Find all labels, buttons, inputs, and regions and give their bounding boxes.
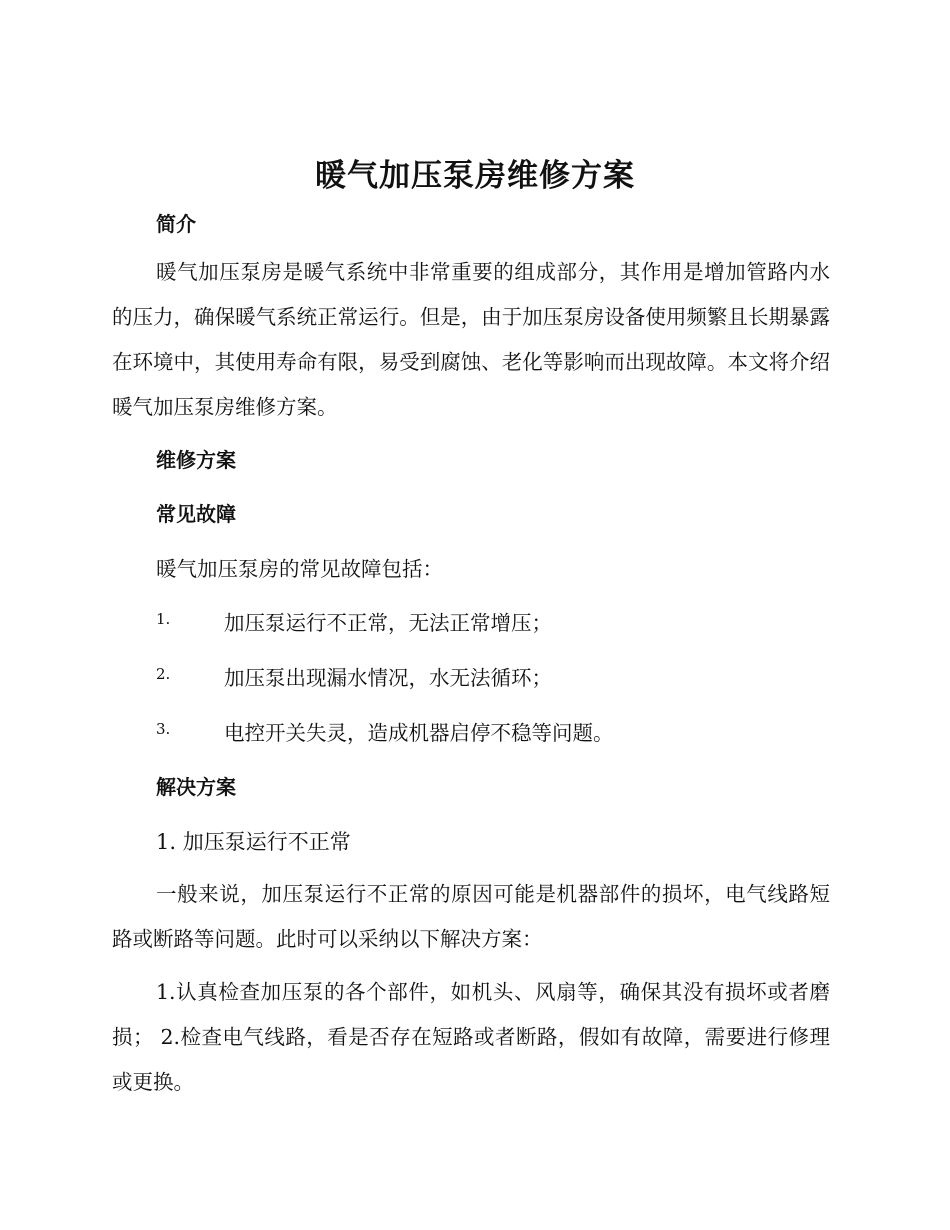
intro-paragraph: 暖气加压泵房是暖气系统中非常重要的组成部分，其作用是增加管路内水的压力，确保暖气系统正常运行。但是，由于加压泵房设备使用频繁且长期暴露在环境中，其使用寿命有限，易受到腐蚀、老化等影响而出现故障。本文将介绍暖气加压泵房维修方案。: [112, 260, 830, 419]
solution-heading: 解决方案: [156, 775, 236, 799]
list-item-text: 加压泵运行不正常，无法正常增压；: [224, 611, 552, 635]
list-item-text: 加压泵出现漏水情况，水无法循环；: [224, 666, 552, 690]
list-item-number: 3.: [156, 720, 171, 738]
list-item-text: 电控开关失灵，造成机器启停不稳等问题。: [224, 721, 614, 745]
list-item-number: 2.: [156, 665, 171, 683]
faults-intro: 暖气加压泵房的常见故障包括：: [156, 557, 443, 581]
list-item-number: 1.: [156, 610, 171, 628]
faults-heading: 常见故障: [156, 502, 236, 526]
plan-heading: 维修方案: [156, 448, 236, 472]
intro-heading: 简介: [156, 212, 196, 236]
solution1-paragraph: 一般来说，加压泵运行不正常的原因可能是机器部件的损坏，电气线路短路或断路等问题。此时可以采纳以下解决方案：: [112, 882, 830, 951]
solution1-heading: 1. 加压泵运行不正常: [156, 830, 351, 854]
solution1-steps: 1.认真检查加压泵的各个部件，如机头、风扇等，确保其没有损坏或者磨损； 2.检查电气线路，看是否存在短路或者断路，假如有故障，需要进行修理或更换。: [112, 980, 830, 1094]
document-title: 暖气加压泵房维修方案: [315, 158, 635, 194]
